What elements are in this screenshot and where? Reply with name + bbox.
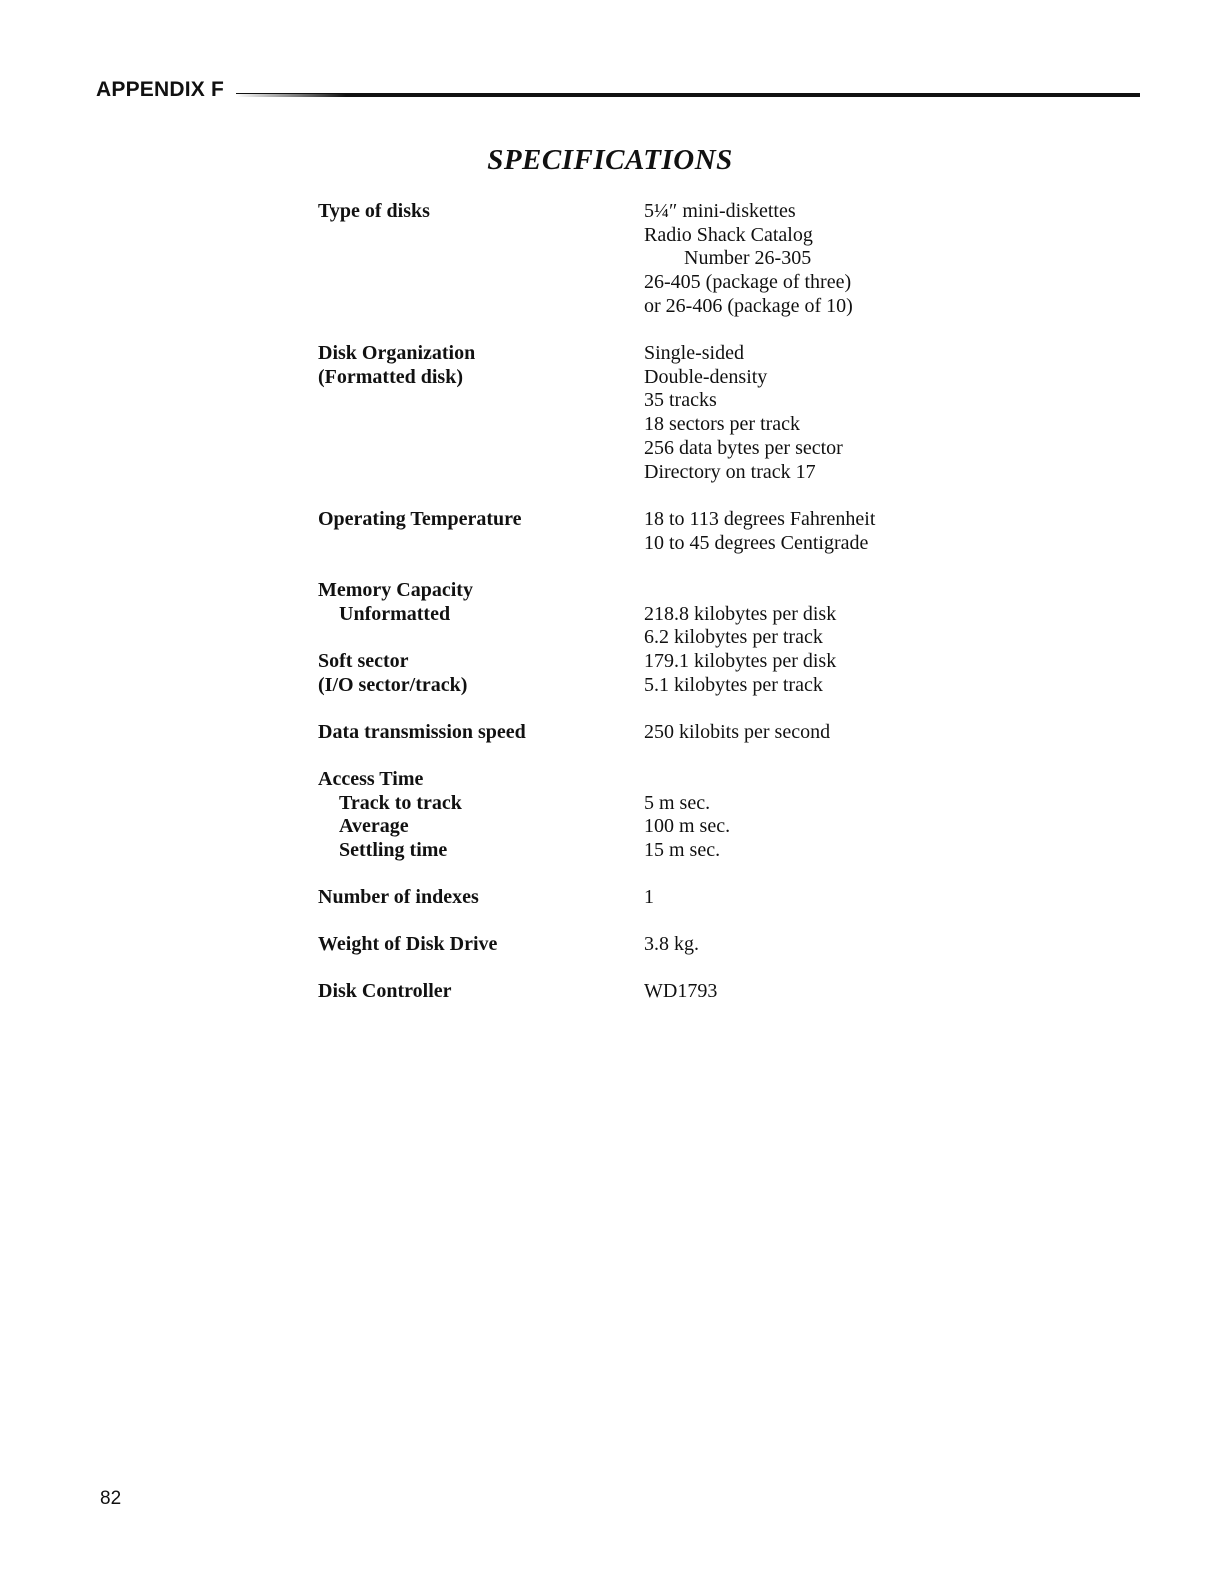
header-rule-fade	[236, 94, 346, 97]
page-header	[96, 77, 1140, 103]
spec-label-data-transmission-speed	[318, 721, 638, 745]
spec-label-line: Operating Temperature	[318, 508, 522, 530]
spec-label-line: Access Time	[318, 768, 424, 790]
header-rule	[236, 93, 1140, 97]
page-number: 82	[100, 1488, 122, 1509]
spec-value-line: 35 tracks	[644, 389, 717, 412]
spec-label-number-of-indexes	[318, 886, 638, 910]
spec-label-line: (Formatted disk)	[318, 365, 463, 388]
spec-label-line: Memory Capacity	[318, 579, 473, 601]
spec-label-line: Disk Controller	[318, 980, 452, 1002]
spec-value-line: 18 to 113 degrees Fahrenheit	[644, 508, 876, 530]
spec-value-line: WD1793	[644, 980, 718, 1002]
spec-label-disk-organization	[318, 342, 638, 389]
spec-value-number-of-indexes	[644, 886, 964, 910]
spec-label-weight-of-disk-drive	[318, 933, 638, 957]
spec-label-line: Data transmission speed	[318, 721, 526, 743]
spec-label-soft-sector	[318, 650, 638, 697]
spec-value-memory-capacity	[644, 603, 964, 650]
spec-value-disk-organization	[644, 342, 964, 484]
spec-value-line: 26-405 (package of three)	[644, 271, 852, 294]
spec-value-operating-temperature	[644, 508, 964, 555]
spec-value-line: 5 m sec.	[644, 791, 711, 814]
spec-value-line: Double-density	[644, 365, 768, 388]
spec-value-line: 250 kilobits per second	[644, 721, 831, 743]
spec-label-operating-temperature	[318, 508, 638, 532]
spec-value-access-time	[644, 792, 964, 863]
spec-value-line: 6.2 kilobytes per track	[644, 626, 823, 649]
spec-value-line: Single-sided	[644, 342, 744, 364]
spec-value-soft-sector	[644, 650, 964, 697]
spec-label-memory-capacity	[318, 579, 638, 626]
spec-value-line: 10 to 45 degrees Centigrade	[644, 531, 869, 554]
page-title: SPECIFICATIONS	[487, 144, 733, 176]
spec-label-line: Unformatted	[339, 602, 451, 625]
spec-label-line: Type of disks	[318, 200, 430, 222]
spec-value-line: 100 m sec.	[644, 815, 731, 838]
spec-label-line: Average	[339, 815, 409, 838]
spec-value-line: 5¼″ mini-diskettes	[644, 200, 796, 222]
spec-value-data-transmission-speed	[644, 721, 964, 745]
spec-value-line: 256 data bytes per sector	[644, 436, 843, 459]
spec-value-line: Number 26-305	[684, 247, 812, 270]
spec-value-line: 5.1 kilobytes per track	[644, 673, 823, 696]
spec-label-line: Settling time	[339, 839, 448, 862]
spec-label-line: Track to track	[339, 791, 462, 814]
spec-value-line: 1	[644, 886, 654, 908]
spec-value-line: Radio Shack Catalog	[644, 223, 813, 246]
spec-value-disk-controller	[644, 980, 964, 1004]
appendix-label: APPENDIX F	[96, 78, 225, 101]
spec-label-line: Number of indexes	[318, 886, 479, 908]
spec-label-access-time	[318, 768, 638, 863]
spec-value-line: 218.8 kilobytes per disk	[644, 602, 837, 625]
spec-label-type-of-disks	[318, 200, 638, 224]
spec-label-disk-controller	[318, 980, 638, 1004]
spec-value-line: 179.1 kilobytes per disk	[644, 650, 837, 672]
spec-value-weight-of-disk-drive	[644, 933, 964, 957]
spec-label-line: Disk Organization	[318, 342, 476, 364]
spec-value-line: Directory on track 17	[644, 460, 816, 483]
spec-label-line: Soft sector	[318, 650, 409, 672]
spec-value-line: 18 sectors per track	[644, 413, 801, 436]
spec-value-line: 15 m sec.	[644, 839, 721, 862]
spec-value-type-of-disks	[644, 200, 964, 319]
spec-value-line: 3.8 kg.	[644, 933, 699, 955]
spec-label-line: (I/O sector/track)	[318, 673, 468, 696]
spec-value-line: or 26-406 (package of 10)	[644, 294, 853, 317]
spec-label-line: Weight of Disk Drive	[318, 933, 498, 955]
